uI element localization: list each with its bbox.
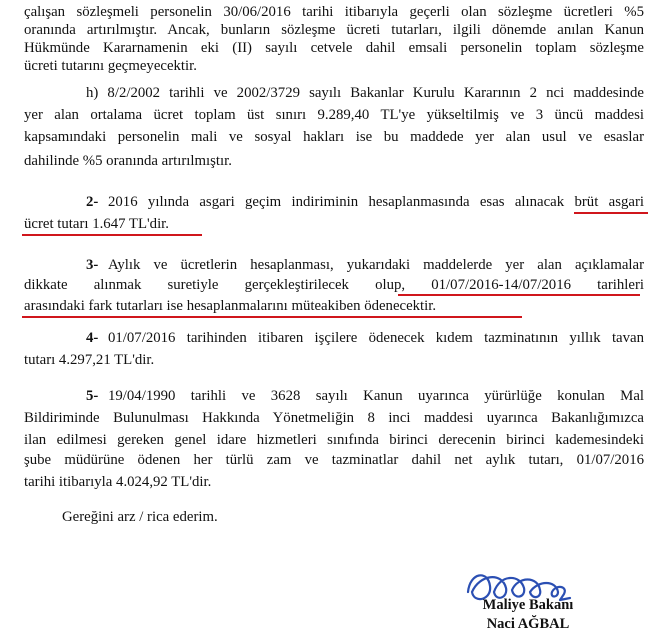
underline-ucret-tutari xyxy=(22,234,202,236)
item-3-number: 3- xyxy=(86,257,99,273)
item-2-line-1: 2016 yılında asgari geçim indiriminin hesaplanmasında esas alınacak brüt asgari xyxy=(108,194,644,210)
signature-name: Naci AĞBAL xyxy=(486,616,570,632)
item-5-line-3: ilan edilmesi gereken genel idare hizmetleri sınıfında birinci derecenin birinci kademesindeki xyxy=(24,432,644,448)
item-5-line-5: tarihi itibarıyla 4.024,92 TL'dir. xyxy=(24,474,212,490)
paragraph-h-line-1: h) 8/2/2002 tarihli ve 2002/3729 sayılı Bakanlar Kurulu Kararının 2 nci maddesinde xyxy=(86,85,644,101)
item-5-line-1: 19/04/1990 tarihli ve 3628 sayılı Kanun uyarınca yürürlüğe konulan Mal xyxy=(108,388,644,404)
paragraph-h-line-4: dahilinde %5 oranında artırılmıştır. xyxy=(24,153,232,169)
paragraph-h-line-3: kapsamındaki personelin mali ve sosyal hakları ise bu maddede yer alan usul ve esaslar xyxy=(24,129,644,145)
paragraph-g-line-4: ücreti tutarını geçmeyecektir. xyxy=(24,58,197,74)
item-5-line-2: Bildiriminde Bulunulması Hakkında Yönetmeliğin 8 inci maddesi uyarınca Bakanlığımızca xyxy=(24,410,644,426)
item-3-line-3: arasındaki fark tutarları ise hesaplanmalarını müteakiben ödenecektir. xyxy=(24,298,437,314)
item-4-number: 4- xyxy=(86,330,99,346)
item-3-line-2: dikkate alınmak suretiyle gerçekleştirilecek olup, 01/07/2016-14/07/2016 tarihleri xyxy=(24,277,644,293)
paragraph-g-line-3: Hükmünde Kararnamenin eki (II) sayılı cetvele dahil emsali personelin toplam sözleşme xyxy=(24,40,644,56)
paragraph-h-line-2: yer alan ortalama ücret toplam üst sınırı 9.289,40 TL'ye yükseltilmiş ve 3 üncü maddesi xyxy=(24,107,644,123)
item-2-line-2: ücret tutarı 1.647 TL'dir. xyxy=(24,216,169,232)
underline-fark-tutarlari xyxy=(22,316,522,318)
item-4-line-2: tutarı 4.297,21 TL'dir. xyxy=(24,352,155,368)
item-4-line-1: 01/07/2016 tarihinden itibaren işçilere ödenecek kıdem tazminatının yıllık tavan xyxy=(108,330,644,346)
signature-title: Maliye Bakanı xyxy=(482,597,574,613)
item-5-line-4: şube müdürüne ödenen her türlü zam ve tazminatlar dahil net aylık tutarı, 01/07/2016 xyxy=(24,452,644,468)
underline-date-range xyxy=(398,294,640,296)
closing-text: Gereğini arz / rica ederim. xyxy=(62,509,218,525)
paragraph-g-line-2: oranında artırılmıştır. Ancak, bunların sözleşme ücreti tutarları, ilgili dönemde anılan Kanun xyxy=(24,22,644,38)
item-5-number: 5- xyxy=(86,388,99,404)
underline-brut-asgari xyxy=(574,212,648,214)
item-2-number: 2- xyxy=(86,194,99,210)
paragraph-g-line-1: çalışan sözleşmeli personelin 30/06/2016 tarihi itibarıyla geçerli olan sözleşme ücretleri %5 xyxy=(24,4,644,20)
item-3-line-1: Aylık ve ücretlerin hesaplanması, yukarıdaki maddelerde yer alan açıklamalar xyxy=(108,257,644,273)
